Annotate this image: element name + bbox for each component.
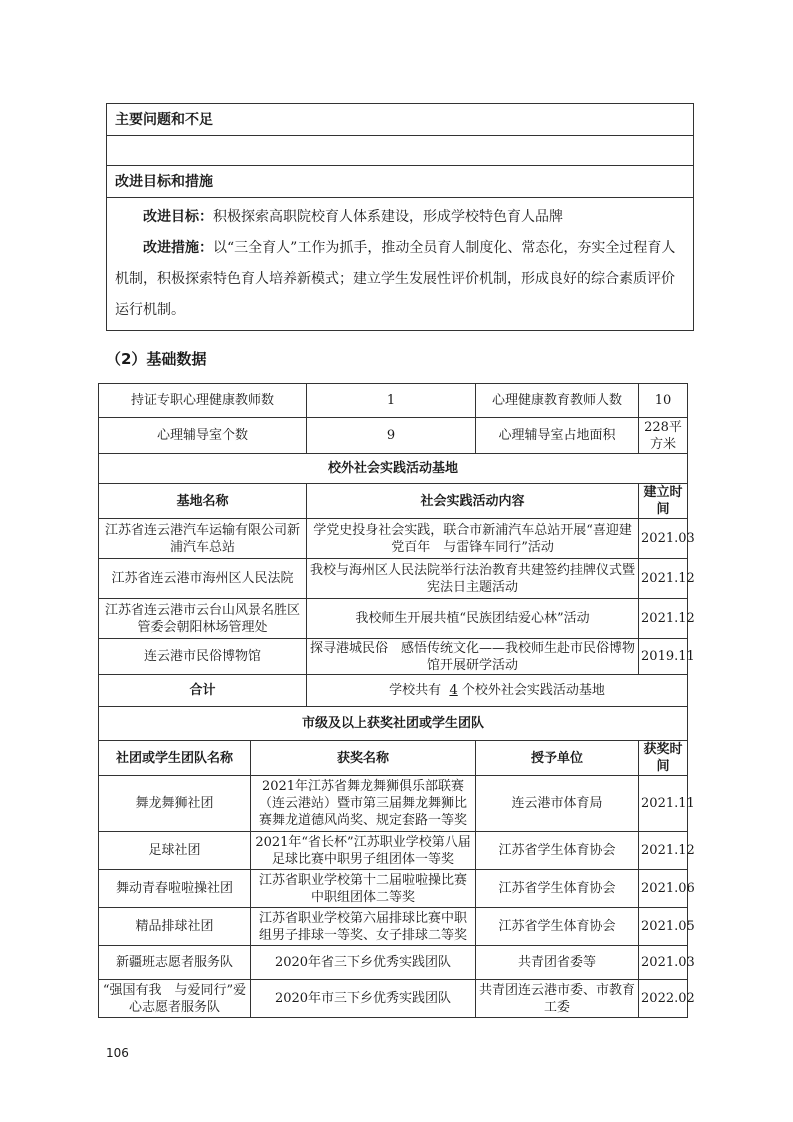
table-row (99, 519, 688, 559)
improve-content (107, 198, 693, 330)
counsel-room-label: 心理辅导室个数 (99, 418, 307, 454)
club-name: 足球社团 (99, 832, 251, 870)
bases-total-row (99, 675, 688, 707)
basic-row-2 (99, 418, 688, 454)
counsel-area-value: 228平方米 (639, 418, 688, 454)
page-number: 106 (106, 1046, 129, 1060)
club-org: 共青团省委等 (476, 946, 639, 980)
bases-total-label: 合计 (99, 675, 307, 707)
problems-heading: 主要问题和不足 (107, 104, 693, 136)
clubs-header-row (99, 741, 688, 776)
psych-teacher-value: 10 (639, 384, 688, 418)
club-award: 2020年市三下乡优秀实践团队 (251, 980, 476, 1018)
basic-row-1 (99, 384, 688, 418)
basic-data-table (98, 383, 695, 1018)
base-name: 连云港市民俗博物馆 (99, 639, 307, 675)
club-org: 共青团连云港市委、市教育工委 (476, 980, 639, 1018)
measure-label: 改进措施： (143, 240, 213, 256)
club-date: 2022.02 (639, 980, 688, 1018)
cert-teacher-label: 持证专职心理健康教师数 (99, 384, 307, 418)
bases-total-text (307, 675, 688, 707)
clubs-header-org: 授予单位 (476, 741, 639, 776)
measure-text: 以“三全育人”工作为抓手，推动全员育人制度化、常态化，夯实全过程育人机制，积极探索特色育人培养新模式；建立学生发展性评价机制，形成良好的综合素质评价运行机制。 (115, 240, 676, 318)
base-name: 江苏省连云港汽车运输有限公司新浦汽车总站 (99, 519, 307, 559)
table-row (99, 776, 688, 832)
clubs-header-date: 获奖时间 (639, 741, 688, 776)
club-name: 新疆班志愿者服务队 (99, 946, 251, 980)
club-award: 江苏省职业学校第六届排球比赛中职组男子排球一等奖、女子排球二等奖 (251, 908, 476, 946)
total-suffix: 个校外社会实践活动基地 (461, 683, 605, 698)
club-date: 2021.05 (639, 908, 688, 946)
counsel-area-label: 心理辅导室占地面积 (476, 418, 639, 454)
base-date: 2021.03 (639, 519, 688, 559)
cert-teacher-value: 1 (307, 384, 476, 418)
table-row (99, 639, 688, 675)
club-name: 精品排球社团 (99, 908, 251, 946)
counsel-room-value: 9 (307, 418, 476, 454)
base-name: 江苏省连云港市云台山风景名胜区管委会朝阳林场管理处 (99, 599, 307, 639)
club-date: 2021.03 (639, 946, 688, 980)
improve-heading: 改进目标和措施 (107, 166, 693, 198)
club-name: 舞动青春啦啦操社团 (99, 870, 251, 908)
table-row (99, 599, 688, 639)
bases-title: 校外社会实践活动基地 (99, 454, 688, 484)
bases-header-content: 社会实践活动内容 (307, 484, 639, 519)
problems-content (107, 136, 693, 166)
club-name: “强国有我 与爱同行”爱心志愿者服务队 (99, 980, 251, 1018)
club-award: 2020年省三下乡优秀实践团队 (251, 946, 476, 980)
table-row (99, 870, 688, 908)
clubs-header-name: 社团或学生团队名称 (99, 741, 251, 776)
club-award: 2021年江苏省舞龙舞狮俱乐部联赛（连云港站）暨市第三届舞龙舞狮比赛舞龙道德风尚奖、规定套路一等奖 (251, 776, 476, 832)
base-date: 2021.12 (639, 599, 688, 639)
club-name: 舞龙舞狮社团 (99, 776, 251, 832)
base-content: 我校师生开展共植“民族团结爱心林”活动 (307, 599, 639, 639)
table-row (99, 908, 688, 946)
problems-improvement-box (106, 103, 694, 331)
base-content: 探寻港城民俗 感悟传统文化——我校师生赴市民俗博物馆开展研学活动 (307, 639, 639, 675)
psych-teacher-label: 心理健康教育教师人数 (476, 384, 639, 418)
base-date: 2019.11 (639, 639, 688, 675)
total-count: 4 (449, 683, 458, 698)
club-date: 2021.11 (639, 776, 688, 832)
bases-header-date: 建立时间 (639, 484, 688, 519)
club-date: 2021.12 (639, 832, 688, 870)
section-title: （2）基础数据 (106, 350, 207, 368)
base-content: 学党史投身社会实践，联合市新浦汽车总站开展“喜迎建党百年 与雷锋车同行”活动 (307, 519, 639, 559)
club-award: 江苏省职业学校第十二届啦啦操比赛中职组团体二等奖 (251, 870, 476, 908)
bases-header-name: 基地名称 (99, 484, 307, 519)
improve-measure (115, 233, 685, 326)
club-org: 江苏省学生体育协会 (476, 908, 639, 946)
total-prefix: 学校共有 (389, 683, 442, 698)
table-row (99, 559, 688, 599)
clubs-title: 市级及以上获奖社团或学生团队 (99, 707, 688, 741)
club-date: 2021.06 (639, 870, 688, 908)
table-row (99, 832, 688, 870)
base-name: 江苏省连云港市海州区人民法院 (99, 559, 307, 599)
club-org: 江苏省学生体育协会 (476, 870, 639, 908)
table-row (99, 946, 688, 980)
goal-text: 积极探索高职院校育人体系建设，形成学校特色育人品牌 (213, 209, 563, 225)
club-org: 江苏省学生体育协会 (476, 832, 639, 870)
clubs-header-award: 获奖名称 (251, 741, 476, 776)
bases-header-row (99, 484, 688, 519)
base-content: 我校与海州区人民法院举行法治教育共建签约挂牌仪式暨宪法日主题活动 (307, 559, 639, 599)
club-award: 2021年“省长杯”江苏职业学校第八届足球比赛中职男子组团体一等奖 (251, 832, 476, 870)
base-date: 2021.12 (639, 559, 688, 599)
club-org: 连云港市体育局 (476, 776, 639, 832)
improve-goal (115, 202, 685, 233)
goal-label: 改进目标： (143, 209, 213, 225)
table-row (99, 980, 688, 1018)
